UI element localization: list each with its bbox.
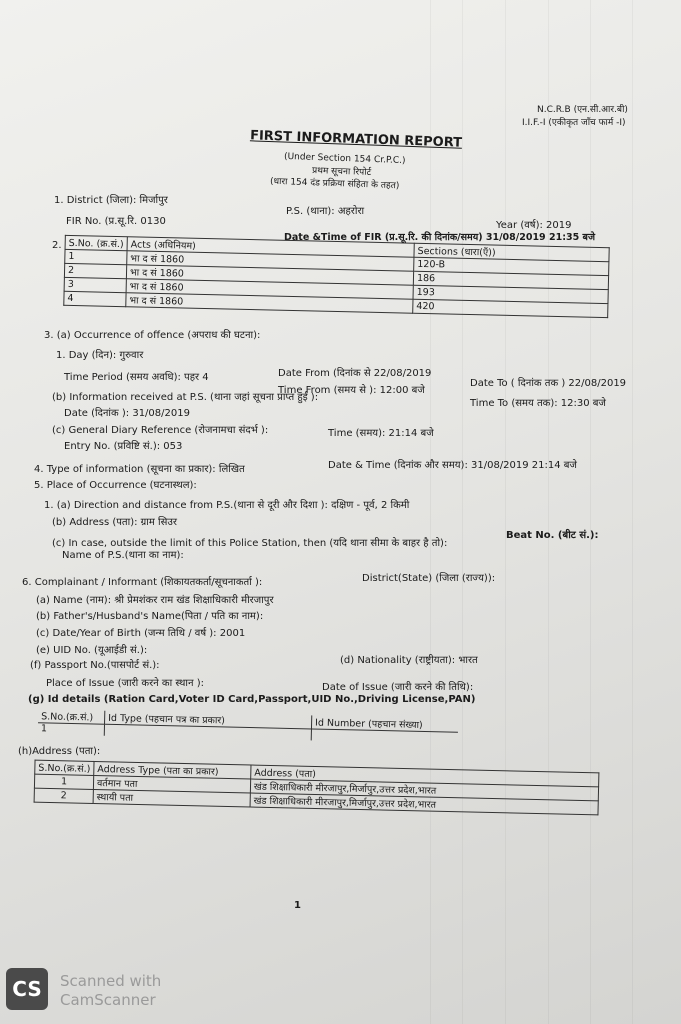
nationality: (d) Nationality (राष्ट्रीयता): भारत — [340, 655, 478, 666]
table-row: 2 भा द सं 1860 186 — [64, 263, 608, 289]
col-id-sno: S.No.(क्र.सं.) — [38, 709, 105, 724]
col-sno: S.No. (क्र.सं.) — [65, 235, 127, 250]
col-sections: Sections (धारा(एँ)) — [414, 243, 609, 261]
col-acts: Acts (अधिनियम) — [127, 237, 414, 258]
complainant-name: (a) Name (नाम): श्री प्रेमशंकर राम खंड शिक्षाधिकारी मीरजापुर — [36, 595, 274, 606]
id-details-table — [38, 709, 458, 744]
col-id-type: Id Type (पहचान पत्र का प्रकार) — [105, 711, 312, 729]
ncrb-label: N.C.R.B (एन.सी.आर.बी) — [537, 105, 628, 115]
address-table — [34, 760, 600, 816]
address-label: (h)Address (पता): — [18, 746, 101, 757]
uid-number: (e) UID No. (यूआईडी सं.): — [36, 645, 148, 656]
document-title: FIRST INFORMATION REPORT — [249, 128, 463, 151]
table-row: 1 भा द सं 1860 120-B — [65, 249, 609, 275]
place-of-issue: Place of Issue (जारी करने का स्थान ): — [46, 678, 205, 689]
time-to: Time To (समय तक): 12:30 बजे — [470, 398, 606, 409]
district: 1. District (जिला): मिर्जापुर — [54, 195, 168, 206]
entry-number: Entry No. (प्रविष्टि सं.): 053 — [64, 441, 183, 452]
iif-label: I.I.F.-I (एकीकृत जाँच फार्म -I) — [522, 118, 626, 128]
title-hindi: प्रथम सूचना रिपोर्ट — [311, 165, 372, 179]
table-row: 1 वर्तमान पता खंड शिक्षाधिकारी मीरजापुर,मिर्जापुर,उत्तर प्रदेश,भारत — [34, 774, 598, 801]
info-time: Time (समय): 21:14 बजे — [328, 428, 434, 439]
date-to: Date To ( दिनांक तक ) 22/08/2019 — [470, 378, 627, 389]
date-from: Date From (दिनांक से 22/08/2019 — [278, 368, 432, 379]
district-state: District(State) (जिला (राज्य)): — [362, 573, 496, 584]
table-row: 4 भा द सं 1860 420 — [64, 291, 608, 317]
col-address: Address (पता) — [251, 765, 599, 787]
father-husband-name: (b) Father's/Husband's Name(पिता / पति का नाम): — [36, 611, 264, 622]
table-row: 1 — [38, 723, 458, 744]
passport-number: (f) Passport No.(पासपोर्ट सं.): — [30, 660, 160, 671]
year: Year (वर्ष): 2019 — [496, 220, 572, 231]
info-date: Date (दिनांक ): 31/08/2019 — [64, 408, 190, 419]
date-of-birth: (c) Date/Year of Birth (जन्म तिथि / वर्ष ): 2001 — [36, 628, 246, 639]
scanner-line-2: CamScanner — [60, 991, 156, 1009]
place-of-occurrence: 5. Place of Occurrence (घटनास्थल): — [34, 480, 197, 491]
date-of-issue: Date of Issue (जारी करने की तिथि): — [322, 682, 474, 693]
section2-label: 2. — [52, 240, 62, 251]
gd-datetime: Date & Time (दिनांक और समय): 31/08/2019 21:14 बजे — [328, 460, 577, 471]
time-period: Time Period (समय अवधि): पहर 4 — [64, 372, 209, 383]
table-row: 3 भा द सं 1860 193 — [64, 277, 608, 303]
type-of-information: 4. Type of information (सूचना का प्रकार): लिखित — [34, 464, 245, 475]
beat-number: Beat No. (बीट सं.): — [506, 530, 599, 541]
col-addr-type: Address Type (पता का प्रकार) — [94, 761, 251, 779]
under-section-hindi: (धारा 154 दंड प्रक्रिया संहिता के तहत) — [269, 176, 400, 192]
scanner-line-1: Scanned with — [60, 972, 162, 990]
table-row: 2 स्थायी पता खंड शिक्षाधिकारी मीरजापुर,मिर्जापुर,उत्तर प्रदेश,भारत — [34, 788, 598, 815]
acts-sections-table — [63, 235, 609, 318]
page-number: 1 — [294, 900, 301, 911]
camscanner-logo-icon: CS — [6, 968, 48, 1010]
occurrence-address: (b) Address (पता): ग्राम सिउर — [52, 517, 177, 528]
fir-datetime: Date &Time of FIR (प्र.सू.रि. की दिनांक/समय) 31/08/2019 21:35 बजे — [284, 232, 595, 243]
direction-distance: 1. (a) Direction and distance from P.S.(थाना से दूरी और दिशा ): दक्षिण - पूर्व, 2 किमी — [44, 500, 410, 511]
id-details-label: (g) Id details (Ration Card,Voter ID Card,Passport,UID No.,Driving License,PAN) — [28, 694, 476, 705]
occurrence-label: 3. (a) Occurrence of offence (अपराध की घटना): — [44, 330, 261, 341]
day: 1. Day (दिन): गुरुवार — [56, 350, 144, 361]
ps-name: Name of P.S.(थाना का नाम): — [62, 550, 184, 561]
fir-number: FIR No. (प्र.सू.रि. 0130 — [66, 216, 166, 227]
gd-reference: (c) General Diary Reference (रोजनामचा संदर्भ ): — [52, 425, 269, 436]
outside-limit: (c) In case, outside the limit of this Police Station, then (यदि थाना सीमा के बाहर है तो): — [52, 538, 448, 549]
under-section: (Under Section 154 Cr.P.C.) — [283, 151, 406, 167]
complainant-label: 6. Complainant / Informant (शिकायतकर्ता/सूचनाकर्ता ): — [22, 577, 263, 588]
col-id-number: Id Number (पहचान संख्या) — [311, 715, 458, 732]
info-received: (b) Information received at P.S. (थाना जहां सूचना प्राप्त हुई ): — [52, 392, 319, 403]
time-from: Time From (समय से ): 12:00 बजे — [278, 385, 425, 396]
col-addr-sno: S.No.(क्र.सं.) — [35, 760, 94, 775]
police-station: P.S. (थाना): अहरोरा — [286, 206, 365, 217]
scanner-watermark — [60, 972, 161, 1010]
